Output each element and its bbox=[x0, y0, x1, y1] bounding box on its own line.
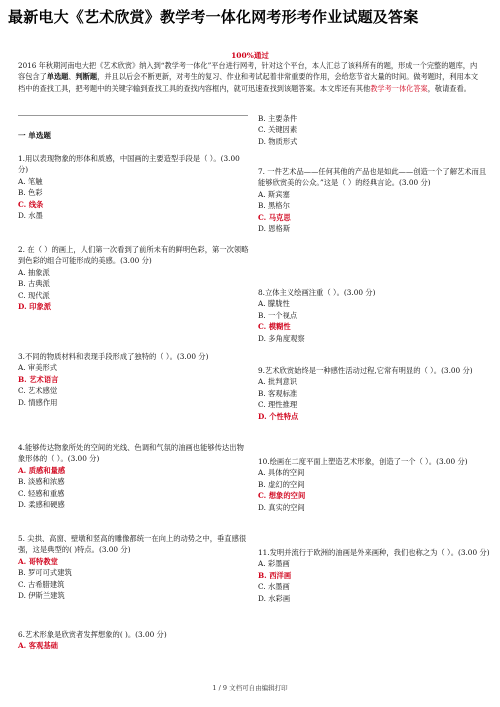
question-stem: 3.不同的物质材料和表现手段形成了独特的（ ）。(3.00 分) bbox=[18, 352, 209, 361]
question-block bbox=[18, 244, 250, 312]
answer-option: B. 虚幻的空间 bbox=[258, 479, 305, 489]
intro-bold-single-choice: 单选题 bbox=[46, 72, 69, 82]
answer-option: D. 恩格斯 bbox=[258, 224, 291, 234]
question-stem: 2. 在（ ）的画上，人们第一次看到了前所未有的鲜明色彩，第一次领略到色彩的组合可能形成的美感。(3.00 分) bbox=[18, 245, 249, 266]
answer-option-correct: D. 个性特点 bbox=[258, 411, 299, 421]
answer-option: A. 笔触 bbox=[18, 176, 43, 186]
section-divider bbox=[18, 115, 248, 116]
answer-option: C. 轻感和重感 bbox=[18, 488, 65, 498]
answer-option: B. 客观标准 bbox=[258, 388, 298, 398]
answer-option-correct: D. 印象派 bbox=[18, 302, 52, 312]
answer-option: A. 彩墨画 bbox=[258, 559, 290, 569]
answer-option: A. 斯宾塞 bbox=[258, 189, 290, 199]
answer-option: C. 艺术感觉 bbox=[18, 386, 58, 396]
pass-rate-subtitle: 100%通过 bbox=[231, 51, 269, 60]
question-block bbox=[18, 351, 250, 408]
question-block bbox=[18, 153, 250, 221]
question-stem: 10.绘画在二度平面上塑造艺术形象，创造了一个（ ）。(3.00 分) bbox=[258, 457, 468, 466]
answer-option: A. 具体的空间 bbox=[258, 468, 305, 478]
answer-option: C. 关键因素 bbox=[258, 125, 298, 135]
answer-option: B. 主要条件 bbox=[258, 114, 298, 123]
answer-option: A. 审美形式 bbox=[18, 363, 58, 373]
intro-text-2: 、 bbox=[68, 72, 76, 82]
question-block bbox=[18, 533, 250, 601]
answer-option: A. 抽象派 bbox=[18, 267, 50, 277]
question-block bbox=[258, 365, 490, 422]
answer-option: B. 淡感和浓感 bbox=[18, 477, 65, 487]
answer-option: C. 理性推理 bbox=[258, 400, 298, 410]
question-block bbox=[258, 166, 490, 234]
intro-text-4: ，敬请查看。 bbox=[427, 83, 471, 93]
answer-option: D. 水彩画 bbox=[258, 593, 291, 603]
intro-paragraph bbox=[18, 60, 484, 94]
answer-option: A. 朦胧性 bbox=[258, 299, 290, 309]
question-block bbox=[258, 547, 490, 604]
question-stem: 8.立体主义绘画注重（ ）。(3.00 分) bbox=[258, 288, 376, 297]
continued-options bbox=[258, 113, 490, 147]
answer-option-correct: B. 艺术语言 bbox=[18, 374, 59, 384]
answer-option: D. 情感作用 bbox=[18, 397, 58, 407]
question-block bbox=[18, 442, 250, 510]
answer-option-correct: C. 想象的空间 bbox=[258, 491, 306, 501]
answer-option-correct: C. 模糊性 bbox=[258, 322, 291, 332]
question-block bbox=[18, 629, 250, 652]
answer-option: B. 罗可可式建筑 bbox=[18, 568, 72, 578]
answer-option: C. 古希腊建筑 bbox=[18, 579, 65, 589]
question-stem: 11.发明并流行于欧洲的油画是外来画种，我们也称之为（ ）。(3.00 分) bbox=[258, 548, 490, 557]
question-block bbox=[258, 456, 490, 513]
intro-bold-judgement: 判断题 bbox=[75, 72, 98, 82]
intro-text-3: ，并且以后会不断更新，对考生的复习、作业和考试起着非常重要的作用，会给您节省大量的时间。做考题时，利用本文档中的查找工具，把考题中的关键字输到查找工具的查找内容框内，就可迅速查找到该题答案。本文库还有其他 bbox=[18, 72, 479, 93]
question-stem: 4.能够传达物象所处的空间的光线、色调和气氛的油画也能够传达出物象形体的（ ）。(3.00 分) bbox=[18, 443, 244, 464]
section-title: 一 单选题 bbox=[18, 131, 52, 140]
page-title: 最新电大《艺术欣赏》教学考一体化网考形考作业试题及答案 bbox=[8, 8, 419, 26]
question-stem: 5. 尖拱、高窗、壁墩和竖高的雕像都统一在向上的动势之中，垂直感很强，这是典型的( )特点。(3.00 分) bbox=[18, 534, 247, 555]
page-footer: 1 / 9 文档可自由编辑打印 bbox=[212, 684, 288, 692]
answer-option: C. 水墨画 bbox=[258, 582, 290, 592]
intro-red-link[interactable]: 教学考一体化答案 bbox=[370, 83, 428, 93]
answer-option: A. 批判意识 bbox=[258, 377, 298, 387]
answer-option-correct: C. 线条 bbox=[18, 199, 44, 209]
answer-option: D. 柔感和硬感 bbox=[18, 500, 65, 510]
answer-option-correct: B. 西洋画 bbox=[258, 570, 292, 580]
answer-option: D. 真实的空间 bbox=[258, 502, 305, 512]
answer-option: D. 多角度观察 bbox=[258, 333, 305, 343]
answer-option-correct: A. 客观基础 bbox=[18, 641, 58, 651]
answer-option: C. 现代派 bbox=[18, 290, 50, 300]
answer-option: D. 伊斯兰建筑 bbox=[18, 591, 65, 601]
answer-option: B. 古典派 bbox=[18, 279, 50, 289]
answer-option-correct: A. 质感和量感 bbox=[18, 465, 66, 475]
question-stem: 7. 一件艺术品——任何其他的产品也是如此——创造一个了解艺术而且能够欣赏美的公众。”这是（ ）的经典言论。(3.00 分) bbox=[258, 167, 487, 188]
intro-text-1: 2016 年秋期河南电大把《艺术欣赏》纳入到“教学考一体化”平台进行网考，针对这个平台，本人汇总了该科所有的题，形成一个完整的题库，内容包含了 bbox=[18, 61, 478, 82]
answer-option-correct: A. 哥特教堂 bbox=[18, 556, 58, 566]
answer-option: B. 黑格尔 bbox=[258, 201, 290, 211]
answer-option: B. 色彩 bbox=[18, 188, 43, 198]
question-block bbox=[258, 287, 490, 344]
answer-option: B. 一个视点 bbox=[258, 310, 298, 320]
question-stem: 6.艺术形象是欣赏者发挥想象的( )。(3.00 分) bbox=[18, 630, 167, 639]
question-stem: 1.用以表现物象的形体和质感，中国画的主要造型手段是（ ）。(3.00 分) bbox=[18, 154, 240, 175]
answer-option-correct: C. 马克思 bbox=[258, 212, 291, 222]
question-stem: 9.艺术欣赏始终是一种感性活动过程,它常有明显的（ ）。(3.00 分) bbox=[258, 366, 473, 375]
answer-option: D. 物质形式 bbox=[258, 136, 298, 146]
answer-option: D. 水墨 bbox=[18, 211, 43, 221]
